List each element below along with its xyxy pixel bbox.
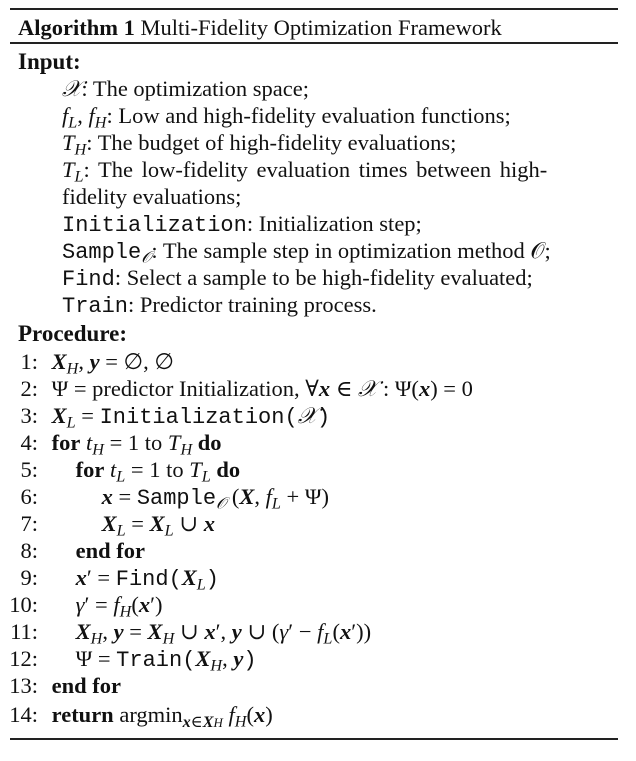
line-number: 14: — [9, 702, 38, 727]
procedure-line-8 — [0, 537, 145, 564]
sample-code: Sample — [62, 240, 142, 265]
argmin-operator: argmin — [119, 702, 183, 727]
input-item-text: : Low and high-fidelity evaluation functions; — [106, 103, 511, 128]
functions-symbol: $f_L$, $f_H$ — [62, 103, 107, 132]
procedure-line-7: 7: $X_L = X_L$ ∪ x — [0, 510, 215, 537]
sample-call: Sample — [136, 486, 217, 511]
line-number: 8: — [20, 538, 38, 563]
input-item-lowfi-times — [62, 156, 548, 186]
keyword-do: do — [216, 457, 241, 482]
line-number: 7: — [20, 511, 38, 536]
procedure-line-1: 1: $X_H$, y = ∅, ∅ — [0, 348, 174, 375]
input-item-text: : Predictor training process. — [128, 292, 377, 317]
find-call: Find — [115, 567, 169, 592]
line-number: 6: — [20, 484, 38, 509]
input-item-functions — [62, 102, 511, 132]
lowfi-symbol: $T_L$ — [62, 157, 84, 186]
budget-symbol: $T_H$ — [62, 130, 87, 159]
procedure-line-9: 9: $x' = Find(X_L)$ — [0, 564, 219, 593]
line-number: 11: — [10, 619, 38, 644]
line-number: 3: — [20, 403, 38, 428]
input-item-text: : The budget of high-fidelity evaluations; — [86, 130, 457, 155]
input-item-initialization — [62, 210, 422, 239]
predictor-init-text: predictor Initialization, — [92, 376, 300, 401]
procedure-line-4: 4: for $t_H = 1$ to $T_H$ do — [0, 429, 222, 456]
keyword-to: to — [144, 430, 163, 455]
train-call: Train — [116, 648, 183, 673]
initialization-code: Initialization — [62, 213, 247, 238]
keyword-return: return — [51, 702, 114, 727]
input-item-text: : Initialization step; — [246, 211, 422, 236]
input-item-text: : Select a sample to be high-fidelity evaluated; — [114, 265, 533, 290]
procedure-line-13 — [0, 672, 121, 699]
procedure-line-11: 11: $X_H$, $y = X_H$ ∪ x′, y ∪ $(\gamma' - f_L(x'))$ — [0, 618, 371, 645]
algorithm-label: Algorithm 1 — [18, 15, 135, 40]
line-number: 12: — [9, 646, 38, 671]
header-rule — [10, 42, 618, 44]
find-code: Find — [62, 267, 115, 292]
keyword-to: to — [166, 457, 184, 482]
procedure-line-14: 14: return argmin$_{x\in XH}$ $f_H(x)$ — [0, 701, 273, 728]
keyword-for: for — [75, 457, 105, 482]
line-number: 13: — [9, 673, 38, 698]
keyword-do: do — [197, 430, 222, 455]
train-code: Train — [62, 294, 129, 319]
algorithm-name: Multi-Fidelity Optimization Framework — [140, 15, 502, 40]
keyword-for: for — [51, 430, 81, 455]
input-item-text: : The optimization space; — [81, 76, 310, 101]
line-number: 4: — [20, 430, 38, 455]
procedure-heading: Procedure: — [18, 321, 128, 346]
initialization-call: Initialization — [99, 405, 285, 430]
line-number: 5: — [20, 457, 38, 482]
input-item-text: : The low-fidelity evaluation times between high- — [83, 157, 548, 182]
procedure-line-2: 2: Ψ = predictor Initialization, ∀x ∈ 𝒳 : Ψ(x) = 0 — [0, 375, 473, 403]
bottom-rule — [10, 738, 618, 740]
top-rule — [10, 8, 618, 10]
input-item-sample — [62, 237, 551, 266]
line-number: 10: — [9, 592, 38, 617]
keyword-end-for: end for — [75, 538, 145, 563]
procedure-line-3: 3: $X_L$ = Initialization(𝒳) — [0, 402, 330, 431]
keyword-end-for: end for — [51, 673, 121, 698]
input-item-text: : The sample step in optimization method 𝒪; — [151, 238, 551, 263]
procedure-line-5: 5: for $t_L = 1$ to $T_L$ do — [0, 456, 240, 483]
input-item-lowfi-times-cont: fidelity evaluations; — [62, 184, 242, 209]
procedure-line-6: 6: x = Sample$_𝒪$ (X, $f_L + \Psi$) — [0, 483, 329, 512]
space-symbol: 𝒳 — [62, 76, 82, 102]
empty-sets: ∅, ∅ — [123, 349, 174, 374]
loop-start: 1 — [127, 430, 140, 455]
input-item-train — [62, 291, 377, 320]
algorithm-title — [18, 14, 502, 41]
input-item-space — [62, 75, 309, 103]
input-item-budget — [62, 129, 457, 159]
procedure-line-10: 10: $\gamma' = f_H(x')$ — [0, 591, 163, 618]
line-number: 9: — [20, 565, 38, 590]
input-item-find — [62, 264, 533, 293]
line-number: 1: — [20, 349, 38, 374]
sample-subscript: 𝒪 — [141, 247, 152, 267]
procedure-line-12: 12: $\Psi = Train(X_H$, y) — [0, 645, 257, 674]
input-heading: Input: — [18, 49, 81, 74]
line-number: 2: — [20, 376, 38, 401]
loop-start: 1 — [149, 457, 161, 482]
